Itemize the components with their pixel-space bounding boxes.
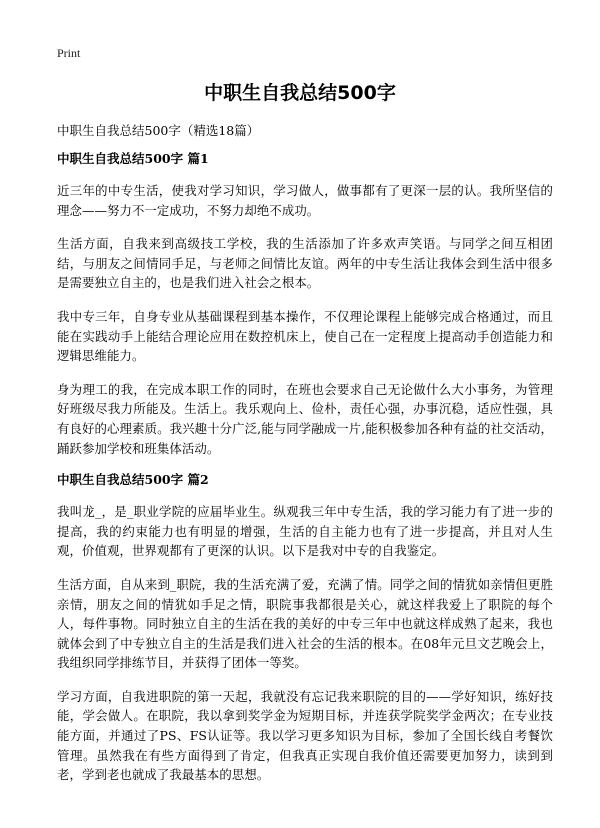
subtitle: 中职生自我总结500字（精选18篇） (57, 123, 260, 138)
section-heading: 中职生自我总结500字 篇2 (57, 472, 209, 488)
paragraph: 身为理工的我，在完成本职工作的同时，在班也会要求自己无论做什么大小事务，为管理好班级尽我力所能及。生活上。我乐观向上、俭朴，责任心强，办事沉稳，适应性强，具有良好的心理素质。我兴趣十分广泛,能与同学融成一片,能积极参加各种有益的社交活动，踊跃参加学校和班集体活动。 (57, 381, 553, 456)
paragraph: 我中专三年，自身专业从基础课程到基本操作，不仅理论课程上能够完成合格通过，而且能在实践动手上能结合理论应用在数控机床上，使自己在一定程度上提高动手创造能力和逻辑思维能力。 (57, 308, 553, 364)
paragraph: 近三年的中专生活，使我对学习知识，学习做人，做事都有了更深一层的认。我所坚信的理念——努力不一定成功，不努力却绝不成功。 (57, 183, 553, 218)
article-body (57, 151, 553, 799)
section-heading: 中职生自我总结500字 篇1 (57, 151, 209, 166)
print-link[interactable]: Print (57, 46, 81, 60)
section-2 (57, 472, 553, 785)
section-1 (57, 151, 553, 458)
paragraph: 学习方面，自我进职院的第一天起，我就没有忘记我来职院的目的——学好知识，练好技能，学会做人。在职院，我以拿到奖学金为短期目标，并连获学院奖学金两次；在专业技能方面，并通过了PS、FS认证等。我以学习更多知识为目标，参加了全国长线自考餐饮管理。虽然我在有些方面得到了肯定，但我真正实现自我价值还需要更加努力，读到到老，学到老也就成了我最基本的思想。 (57, 688, 553, 783)
paragraph: 我叫龙_，是_职业学院的应届毕业生。纵观我三年中专生活，我的学习能力有了进一步的提高，我的约束能力也有明显的增强，生活的自主能力也有了进一步提高，并且对人生观，价值观，世界观都有了更深的认识。以下是我对中专的自我鉴定。 (57, 504, 553, 559)
page-title: 中职生自我总结500字 (204, 82, 396, 104)
paragraph: 生活方面，自我来到高级技工学校，我的生活添加了许多欢声笑语。与同学之间互相团结，与朋友之间情同手足，与老师之间情比友谊。两年的中专生活让我体会到生活中很多是需要独立自主的，也是我们进入社会之根本。 (57, 236, 553, 291)
paragraph: 生活方面，自从来到_职院，我的生活充满了爱，充满了情。同学之间的情犹如亲情但更胜亲情，朋友之间的情犹如手足之情，职院事我都很是关心，就这样我爱上了职院的每个人，每件事物。同时独立自主的生活在我的美好的中专三年中也就这样成熟了起来，我也就体会到了中专独立自主的生活是我们进入社会的生活的根本。在08年元旦文艺晚会上，我组织同学排练节目，并获得了团体一等奖。 (57, 576, 553, 671)
